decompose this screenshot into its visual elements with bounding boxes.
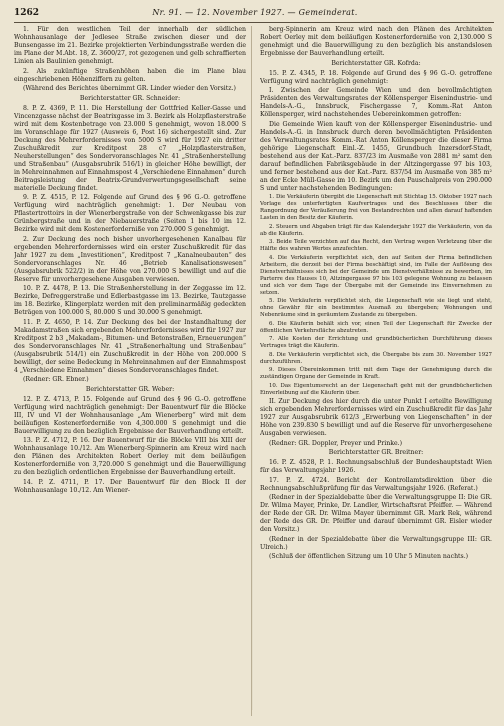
paragraph: 3. Beide Teile verzichten auf das Recht, den Vertrag wegen Verletzung über die Hälfte des wahren Wertes anzufechten.: [260, 239, 492, 252]
paragraph: 8. P. Z. 4369, P. 11. Die Herstellung der Gottfried Keller-Gasse und Vincenzgasse nächst der Beatrixgasse im 3. Bezirk als Holzpflasterstraße wird mit dem Kostenbetrage von 23.000 S genehmigt, wovon 18.000 S im Voranschlage für 1927 (Ausweis 6, Post 16) sichergestellt sind. Zur Deckung des Mehrerfordernisses von 5000 S wird für 1927 ein dritter Zuschußkredit zur Kreditpost 28 c7 „Holzpflasterstraßen, Neuherstellungen“ des Sondervoranschlages Nr. 41 „Straßenherstellung und Straßenbau“ (Ausgabsrubrik 516/1) in gleicher Höhe bewilligt, der in Mehreinnahmen auf Einnahmspost 4 „Verschiedene Einnahmen“ durch Beitragsleistung der Beatrix-Grundverwertungsgesellschaft seine materielle Deckung findet.: [14, 104, 246, 192]
rapporteur-heading: Berichterstatter GR. Schneider:: [79, 94, 181, 102]
paragraph: 16. P. Z. 4528, P. 1. Rechnungsabschluß der Bundeshauptstadt Wien für das Verwaltungsjahr 1926.: [260, 459, 492, 474]
paragraph: 5. Die Verkäuferin verpflichtet sich, die Liegenschaft wie sie liegt und steht, ohne Gewähr für ein bestimmtes Ausmaß zu übergeben; Wohnungen und Nebenräume sind in geräumtem Zustande zu übergeben.: [260, 298, 492, 318]
paragraph: 7. Alle Kosten der Errichtung und grundbücherlichen Durchführung dieses Vertrages trägt die Käuferin.: [260, 336, 492, 349]
rapporteur-heading: Berichterstatter GR. Breitner:: [328, 449, 424, 456]
paragraph: 15. P. Z. 4345, P. 18. Folgende auf Grund des § 96 G.-O. getroffene Verfügung wird nachträglich genehmigt:: [260, 69, 492, 85]
paragraph: (Schluß der öffentlichen Sitzung um 10 Uhr 5 Minuten nachts.): [269, 553, 469, 560]
page-fold-shadow: [252, 380, 254, 710]
left-column: [14, 26, 246, 716]
paragraph: 9. Dieses Übereinkommen tritt mit dem Tage der Genehmigung durch die zuständigen Organe der Gemeinde in Kraft.: [260, 367, 492, 380]
paragraph: 12. P. Z. 4713, P. 15. Folgende auf Grund des § 96 G.-O. getroffene Verfügung wird nachträglich genehmigt: Der Bauentwurf für die Blöcke III, IV und VI der Wohnhausanlage „Am Wienerberg“ wird mit dem beiläufigen Kostenerforderniße von 4,300.000 S genehmigt und die Bauerwilligung zu den bezüglich Ergebnisse der Bauverhandlung erteilt.: [14, 395, 246, 435]
paragraph: 4. Die Verkäuferin verpflichtet sich, den auf Seiten der Firma befindlichen Arbeitern, die derzeit bei der Firma beschäftigt sind, im Falle der Auflösung des Dienstverhältnisses sich bei der Gemeinde um Dienstverhältnisse zu bewerben, im Parterre des Hauses 10, Altzingergasse 97 bis 103 gelegene Wohnung zu belassen und sich vor dem Tage der Übergabe mit der Gemeinde ins Einvernehmen zu setzen.: [260, 254, 492, 296]
paragraph: (Während des Berichtes übernimmt GR. Linder wieder den Vorsitz.): [23, 85, 236, 92]
paragraph: (Redner in der Spezialdebatte über die Verwaltungsgruppe II: Die GR. Dr. Wilma Mayer, Prinke, Dr. Landler, Wirtschaftsrat Pfeiffer. — Während der Rede der GR. Dr. Wilma Mayer übernimmt GR. Mark Rek, während der Rede des GR. Dr. Pfeiffer und darauf übernimmt GR. Eisler wieder den Vorsitz.): [260, 494, 492, 533]
paragraph: 2. Zur Deckung des noch bisher unvorhergesehenen Kanalbau für ergebenden Mehrerfordernisses wird ein erster Zuschußkredit für das Jahr 1927 zu dem „Investitionen“, Kreditpost 7 „Kanalneubauten“ des Sondervoranschlages Nr. 46 „Betrieb Kanalisationswesen“ (Ausgabsrubrik 522/2) in der Höhe von 270.000 S bewilligt und auf die Reserve für unvorhergesehene Ausgaben verwiesen.: [14, 235, 246, 283]
paragraph: 2. Steuern und Abgaben trägt für das Kalenderjahr 1927 die Verkäuferin, von da ab die Käuferin.: [260, 223, 492, 237]
paragraph: 17. P. Z. 4724. Bericht der Kontrollamtsdirektion über die Rechnungsabschlußprüfung für das Verwaltungsjahr 1926. (Referat.): [260, 476, 492, 492]
paragraph: 11. P. Z. 4650, P. 14. Zur Deckung des bei der Instandhaltung der Makadamstraßen sich ergebenden Mehrerfordernisses wird für 1927 zur Kreditpost 2 b3 „Makadam-, Bitumen- und Betonstraßen, Erneuerungen“ des Sondervoranschlages Nr. 41 „Straßenerhaltung und Straßenbau“ (Ausgabsrubrik 514/1) ein Zuschußkredit in der Höhe von 200.000 S bewilligt, der seine Bedeckung in Mehreinnahmen auf der Einnahmspost 4 „Verschiedene Einnahmen“ dieses Sondervoranschlages findet.: [14, 318, 246, 374]
paragraph: (Redner: GR. Doppler, Preyer und Prinke.): [269, 439, 402, 447]
paragraph: berg-Spinnerin am Kreuz wird nach den Plänen des Architekten Robert Oerley mit dem beiläufigen Kostenerforderniße von 2,130.000 S genehmigt und die Bauerwilligung zu den bezüglich bis anstandslosen Ergebnisse der Bauverhandlung erteilt.: [260, 26, 492, 57]
paragraph: 13. P. Z. 4712, P. 16. Der Bauentwurf für die Blöcke VIII bis XIII der Wohnhausanlage 10./12. Am Wienerberg-Spinnerin am Kreuz wird nach den Plänen des Architekten Robert Oerley mit dem beiläufigen Kostenerforderniße von 3,720.000 S genehmigt und die Bauerwilligung zu den bezüglich ordentlichen Ergebnisse der Bauverhandlung erteilt.: [14, 437, 246, 476]
paragraph: 10. Das Eigentumsrecht an der Liegenschaft geht mit der grundbücherlichen Einverleibung auf die Käuferin über.: [260, 382, 492, 396]
page-number: 1262: [14, 8, 40, 18]
paragraph: 10. P. Z. 4478, P. 13. Die Straßenherstellung in der Zeggasse im 12. Bezirke, Defreggerstraße und Edlerbastgasse im 13. Bezirke, Tautzgasse im 18. Bezirke, Klingerplatz werden mit den preliminarmäßig gedeckten Beträgen von 100.000 S, 80.000 S und 30.000 S genehmigt.: [14, 285, 246, 316]
paragraph: 9. P. Z. 4515, P. 12. Folgende auf Grund des § 96 G.-O. getroffene Verfügung wird nachträglich genehmigt: 1. Der Neubau von Pflastertrottoirs in der Wienerbergstraße von der Schwenkgasse bis zur Grünbergstraße und in der Niebauerstraße (Seiten 1 bis 10 im 12. Bezirke wird mit dem Kostenerforderniße von 270.000 S genehmigt.: [14, 194, 246, 233]
rapporteur-heading: Berichterstatter GR. Kofrda:: [331, 59, 421, 67]
paragraph: (Redner: GR. Ebner.): [23, 376, 89, 383]
paragraph: (Redner in der Spezialdebatte über die Verwaltungsgruppe III: GR. Ulreich.): [260, 535, 492, 551]
paragraph: 14. P. Z. 4711, P. 17. Der Bauentwurf für den Block II der Wohnhausanlage 10./12. Am Wiener-: [14, 478, 246, 494]
page-header: [14, 8, 496, 22]
paragraph: 2. Als zukünftige Straßenhöhen haben die im Plane blau eingeschriebenen Höhenziffern zu gelten.: [14, 67, 246, 83]
paragraph: II. Zur Deckung des hier durch die unter Punkt I erteilte Bewilligung sich ergebenden Mehrerfordernisses wird ein Zuschußkredit für das Jahr 1927 zur Ausgabsrubrik 612/3 „Erwerbung von Liegenschaften“ in der Höhe von 239.830 S bewilligt und auf die Reserve für unvorhergesehene Ausgaben verwiesen.: [260, 398, 492, 437]
paragraph: 6. Die Käuferin behält sich vor, einen Teil der Liegenschaft für Zwecke der öffentlichen Verkehrsfläche abzutreten.: [260, 320, 492, 334]
paragraph: 1. Für den westlichen Teil der innerhalb der südlichen Wohnhausanlage der Jedlesee Straße zwischen dieser und der Bunsengasse im 21. Bezirke projektierten Verbindungsstraße werden die im Plane der M.Abt. 18, Z. 3600/27, rot gezogenen und gelb schraffierten Linien als Baulinien genehmigt.: [14, 26, 246, 65]
paragraph: Die Gemeinde Wien kauft von der Köllensperger Eisenindustrie- und Handels-A.-G. in Innsbruck durch deren bevollmächtigten Präsidenten des Verwaltungsrates Komm.-Rat Anton Köllensperger die dieser Firma gehörige Liegenschaft Einl.-Z. 1455, Grundbuch Inzersdorf-Stadt, bestehend aus der Kat.-Parz. 837/23 im Ausmaße von 2881 m² samt den darauf befindlichen Fabriksgebäude in der Altzingergasse 97 bis 103, und ferner bestehend aus der Kat.-Parz. 837/54 im Ausmaße von 385 m² an der Ecke Müll-Gasse im 10. Bezirk um den Pauschalpreis von 290.000 S und unter nachstehenden Bedingungen:: [260, 120, 492, 192]
header-rule: [14, 22, 494, 23]
paragraph: I. Zwischen der Gemeinde Wien und den bevollmächtigten Präsidenten des Verwaltungsrates der Köllensperger Eisenindustrie- und Handels-A.-G., Innsbruck, Fischergasse 7, Komm.-Rat Anton Köllensperger, wird nachstehendes Uebereinkommen getroffen:: [260, 87, 492, 118]
rapporteur-heading: Berichterstatter GR. Weber:: [85, 385, 175, 393]
running-title: Nr. 91. — 12. November 1927. — Gemeinderat.: [152, 8, 358, 17]
paragraph: 8. Die Verkäuferin verpflichtet sich, die Übergabe bis zum 30. November 1927 durchzuführen.: [260, 351, 492, 365]
right-column: [260, 26, 492, 716]
paragraph: 1. Die Verkäuferin übergibt die Liegenschaft mit Stichtag 15. Oktober 1927 nach Vorlage des unterfertigten Kaufvertrages und des Beschlusses über die Rangordnung der Veräußerung frei von Bestandrechten und allen darauf haftenden Lasten in den Besitz der Käuferin.: [260, 194, 492, 221]
